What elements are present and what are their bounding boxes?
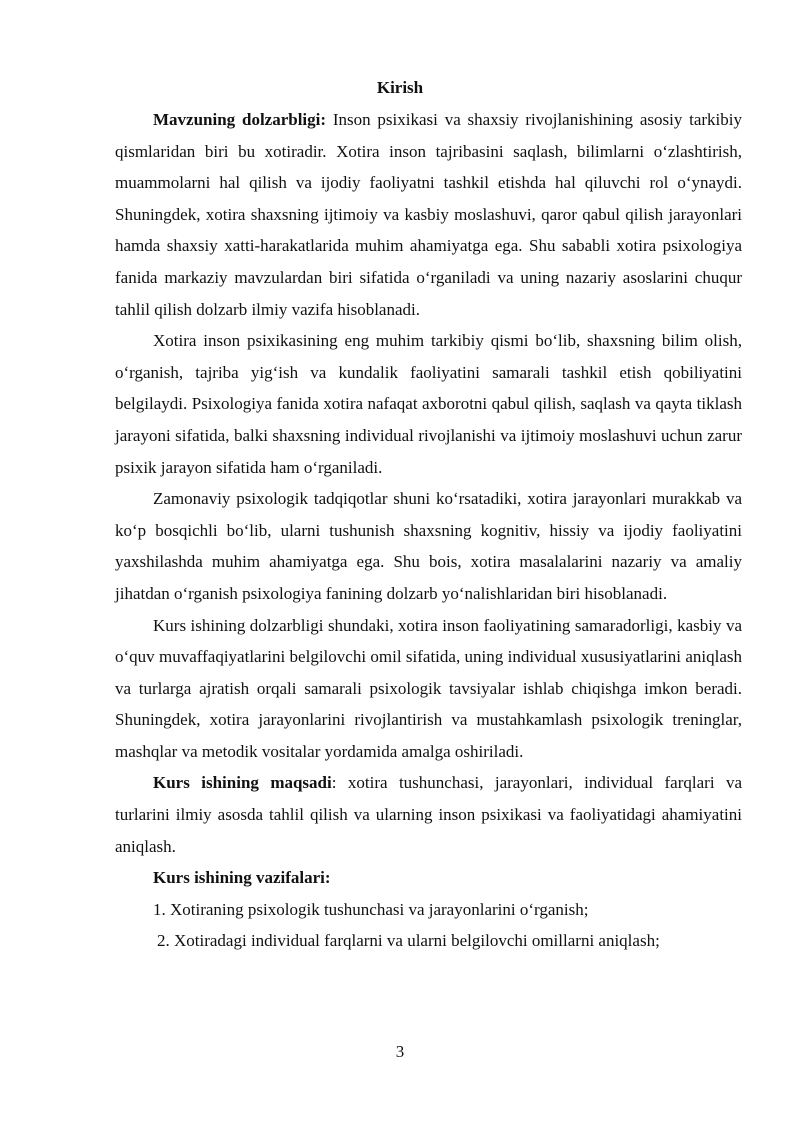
paragraph-modern-research: Zamonaviy psixologik tadqiqotlar shuni ko‘rsatadiki, xotira jarayonlari murakkab va ko‘p bosqichli bo‘lib, ularni tushunish shaxsning kognitiv, hissiy va ijodiy faoliyatini yaxshilashda muhim ahamiyatga ega. Shu bois, xotira masalalarini nazariy va amaliy jihatdan o‘rganish psixologiya fanining dolzarb yo‘nalishlaridan biri hisoblanadi.	[115, 489, 742, 603]
goal-text: : xotira tushunchasi, jarayonlari, individual farqlari va turlarini ilmiy asosda tahlil qilish va ularning inson psixikasi va faoliyatidagi ahamiyatini aniqlash.	[115, 773, 742, 856]
task-item-1: 1. Xotiraning psixologik tushunchasi va jarayonlarini o‘rganish;	[153, 899, 589, 919]
relevance-text: Inson psixikasi va shaxsiy rivojlanishining asosiy tarkibiy qismlaridan biri bu xotiradir. Xotira inson tajribasini saqlash, bilimlarni o‘zlashtirish, muammolarni hal qilish va ijodiy faoliyatni tashkil etishda hal qiluvchi rol o‘ynaydi. Shuningdek, xotira shaxsning ijtimoiy va kasbiy moslashuvi, qaror qabul qilish jarayonlari hamda shaxsiy xatti-harakatlarida muhim ahamiyatga ega. Shu sababli xotira psixologiya fanida markaziy mavzulardan biri sifatida o‘rganiladi va uning nazariy asoslarini chuqur tahlil qilish dolzarb ilmiy vazifa hisoblanadi.	[115, 110, 742, 319]
paragraph-course-goal	[115, 767, 742, 862]
paragraph-relevance	[115, 104, 742, 325]
page-number: 3	[395, 1042, 405, 1061]
relevance-label: Mavzuning dolzarbligi:	[153, 110, 327, 129]
goal-label: Kurs ishining maqsadi	[153, 773, 332, 793]
paragraph-memory-role: Xotira inson psixikasining eng muhim tarkibiy qismi bo‘lib, shaxsning bilim olish, o‘rganish, tajriba yig‘ish va kundalik faoliyatini samarali tashkil etish qobiliyatini belgilaydi. Psixologiya fanida xotira nafaqat axborotni qabul qilish, saqlash va qayta tiklash jarayoni sifatida, balki shaxsning individual rivojlanishi va ijtimoiy moslashuvi uchun zarur psixik jarayon sifatida ham o‘rganiladi.	[115, 331, 742, 477]
document-body	[115, 104, 742, 957]
section-heading: Kirish	[376, 78, 424, 97]
tasks-heading: Kurs ishining vazifalari:	[153, 868, 331, 888]
task-item-2: 2. Xotiradagi individual farqlarni va ularni belgilovchi omillarni aniqlash;	[157, 931, 660, 951]
paragraph-tasks-heading	[115, 862, 742, 894]
paragraph-course-relevance: Kurs ishining dolzarbligi shundaki, xotira inson faoliyatining samaradorligi, kasbiy va o‘quv muvaffaqiyatlarini belgilovchi omil sifatida, uning individual xususiyatlarini aniqlash va turlarga ajratish orqali samarali psixologik tavsiyalar ishlab chiqishga imkon beradi. Shuningdek, xotira jarayonlarini rivojlantirish va mustahkamlash psixologik treninglar, mashqlar va metodik vositalar yordamida amalga oshiriladi.	[115, 615, 742, 761]
